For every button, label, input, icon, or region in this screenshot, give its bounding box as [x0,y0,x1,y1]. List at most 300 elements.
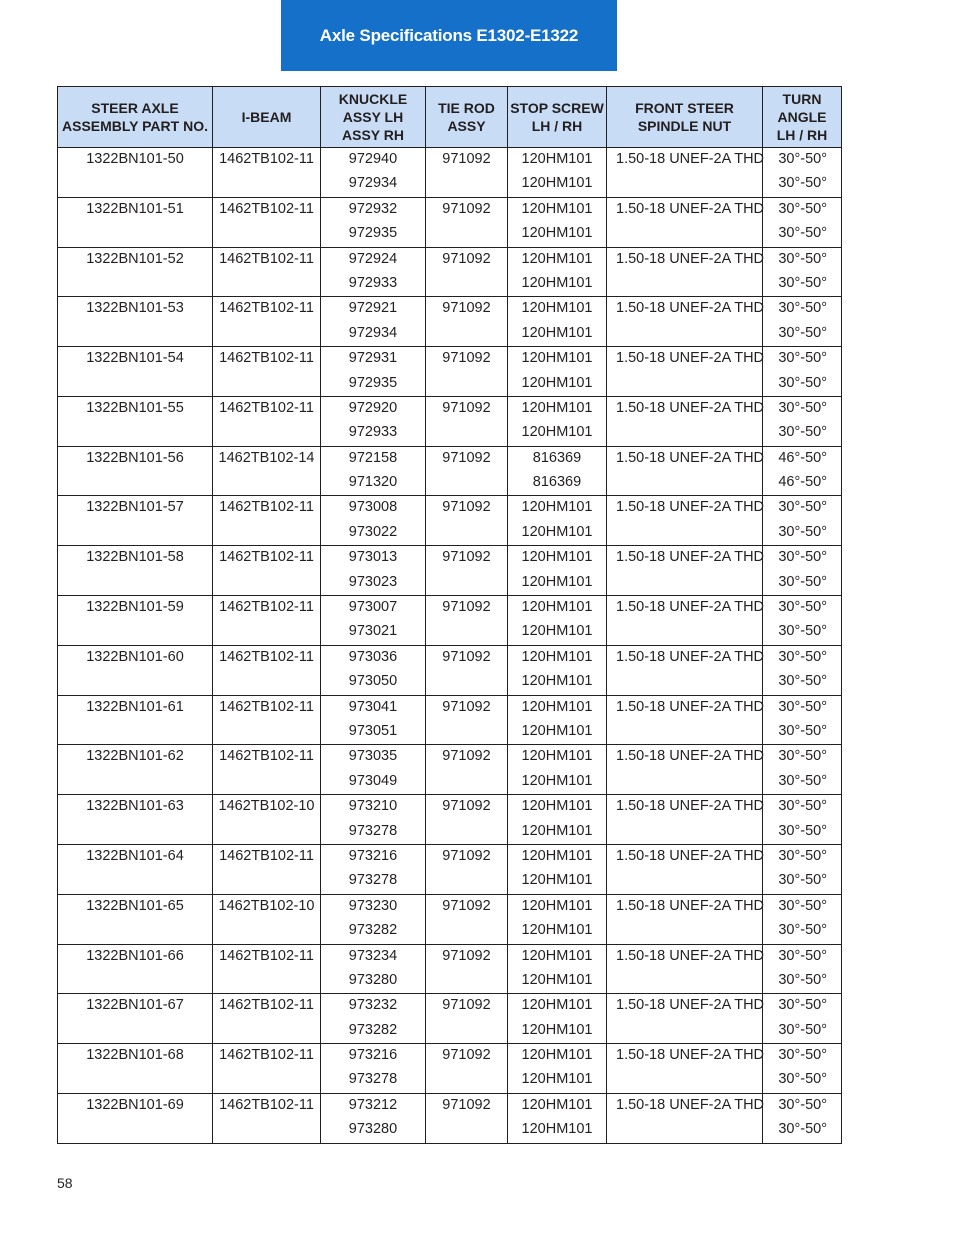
empty-cell [607,1118,763,1143]
part-number-cell: 1322BN101-50 [58,148,213,173]
spindle-nut-cell: 1.50-18 UNEF-2A THD [607,546,763,571]
turn-angle-lh-cell: 30°-50° [763,197,842,222]
tie-rod-cell: 971092 [426,894,508,919]
table-row-continuation [58,969,842,994]
i-beam-cell: 1462TB102-10 [213,894,321,919]
table-row [58,1044,842,1069]
stop-screw-rh-cell: 120HM101 [508,272,607,297]
empty-cell [58,322,213,347]
turn-angle-rh-cell: 30°-50° [763,372,842,397]
i-beam-cell: 1462TB102-11 [213,148,321,173]
turn-angle-lh-cell: 30°-50° [763,247,842,272]
turn-angle-lh-cell: 30°-50° [763,1093,842,1118]
table-row [58,844,842,869]
stop-screw-rh-cell: 120HM101 [508,372,607,397]
turn-angle-lh-cell: 30°-50° [763,148,842,173]
empty-cell [213,820,321,845]
table-row [58,396,842,421]
table-row [58,645,842,670]
part-number-cell: 1322BN101-68 [58,1044,213,1069]
table-row-continuation [58,521,842,546]
i-beam-cell: 1462TB102-11 [213,844,321,869]
knuckle-rh-cell: 973049 [321,770,426,795]
empty-cell [213,471,321,496]
knuckle-lh-cell: 973041 [321,695,426,720]
empty-cell [58,372,213,397]
spindle-nut-cell: 1.50-18 UNEF-2A THD [607,446,763,471]
stop-screw-rh-cell: 120HM101 [508,421,607,446]
empty-cell [607,222,763,247]
empty-cell [58,869,213,894]
turn-angle-rh-cell: 30°-50° [763,521,842,546]
table-row-continuation [58,372,842,397]
empty-cell [58,571,213,596]
i-beam-cell: 1462TB102-10 [213,795,321,820]
empty-cell [213,770,321,795]
knuckle-rh-cell: 973022 [321,521,426,546]
i-beam-cell: 1462TB102-11 [213,247,321,272]
header-steer-axle-part-no: STEER AXLE ASSEMBLY PART NO. [58,87,213,148]
turn-angle-lh-cell: 30°-50° [763,795,842,820]
tie-rod-cell: 971092 [426,148,508,173]
tie-rod-cell: 971092 [426,247,508,272]
stop-screw-rh-cell: 120HM101 [508,720,607,745]
stop-screw-lh-cell: 816369 [508,446,607,471]
empty-cell [607,720,763,745]
knuckle-rh-cell: 973280 [321,969,426,994]
empty-cell [426,620,508,645]
empty-cell [58,421,213,446]
empty-cell [58,1068,213,1093]
knuckle-rh-cell: 973050 [321,670,426,695]
knuckle-rh-cell: 973282 [321,919,426,944]
table-row [58,596,842,621]
spindle-nut-cell: 1.50-18 UNEF-2A THD [607,645,763,670]
table-row-continuation [58,471,842,496]
empty-cell [426,571,508,596]
part-number-cell: 1322BN101-60 [58,645,213,670]
empty-cell [58,471,213,496]
turn-angle-lh-cell: 30°-50° [763,944,842,969]
table-row [58,496,842,521]
stop-screw-rh-cell: 120HM101 [508,222,607,247]
spindle-nut-cell: 1.50-18 UNEF-2A THD [607,795,763,820]
turn-angle-rh-cell: 30°-50° [763,421,842,446]
stop-screw-rh-cell: 120HM101 [508,770,607,795]
spindle-nut-cell: 1.50-18 UNEF-2A THD [607,894,763,919]
table-row-continuation [58,1068,842,1093]
table-row-continuation [58,919,842,944]
stop-screw-rh-cell: 120HM101 [508,919,607,944]
empty-cell [58,172,213,197]
empty-cell [213,720,321,745]
empty-cell [58,1019,213,1044]
empty-cell [426,521,508,546]
part-number-cell: 1322BN101-52 [58,247,213,272]
empty-cell [607,322,763,347]
table-row [58,994,842,1019]
knuckle-rh-cell: 973280 [321,1118,426,1143]
knuckle-lh-cell: 973232 [321,994,426,1019]
spindle-nut-cell: 1.50-18 UNEF-2A THD [607,197,763,222]
empty-cell [213,421,321,446]
turn-angle-rh-cell: 30°-50° [763,571,842,596]
empty-cell [213,670,321,695]
knuckle-rh-cell: 972935 [321,372,426,397]
table-row-continuation [58,571,842,596]
empty-cell [426,1068,508,1093]
table-header-row [58,87,842,148]
turn-angle-rh-cell: 30°-50° [763,222,842,247]
table-row [58,944,842,969]
table-row-continuation [58,272,842,297]
empty-cell [213,322,321,347]
table-row [58,148,842,173]
empty-cell [426,770,508,795]
empty-cell [607,1068,763,1093]
tie-rod-cell: 971092 [426,396,508,421]
table-row-continuation [58,869,842,894]
stop-screw-lh-cell: 120HM101 [508,695,607,720]
empty-cell [213,969,321,994]
empty-cell [426,421,508,446]
empty-cell [58,720,213,745]
i-beam-cell: 1462TB102-11 [213,596,321,621]
part-number-cell: 1322BN101-56 [58,446,213,471]
stop-screw-lh-cell: 120HM101 [508,297,607,322]
table-row-continuation [58,720,842,745]
empty-cell [213,372,321,397]
spindle-nut-cell: 1.50-18 UNEF-2A THD [607,944,763,969]
turn-angle-lh-cell: 30°-50° [763,297,842,322]
tie-rod-cell: 971092 [426,1044,508,1069]
table-row [58,695,842,720]
empty-cell [213,620,321,645]
empty-cell [58,521,213,546]
empty-cell [426,969,508,994]
knuckle-rh-cell: 972935 [321,222,426,247]
empty-cell [426,1118,508,1143]
part-number-cell: 1322BN101-67 [58,994,213,1019]
stop-screw-lh-cell: 120HM101 [508,546,607,571]
i-beam-cell: 1462TB102-11 [213,496,321,521]
turn-angle-rh-cell: 30°-50° [763,1068,842,1093]
turn-angle-rh-cell: 30°-50° [763,620,842,645]
i-beam-cell: 1462TB102-11 [213,1044,321,1069]
tie-rod-cell: 971092 [426,446,508,471]
empty-cell [426,222,508,247]
tie-rod-cell: 971092 [426,496,508,521]
knuckle-lh-cell: 973008 [321,496,426,521]
empty-cell [607,1019,763,1044]
turn-angle-lh-cell: 30°-50° [763,396,842,421]
tie-rod-cell: 971092 [426,645,508,670]
empty-cell [58,272,213,297]
turn-angle-rh-cell: 30°-50° [763,820,842,845]
empty-cell [426,820,508,845]
i-beam-cell: 1462TB102-11 [213,197,321,222]
table-row-continuation [58,820,842,845]
empty-cell [213,869,321,894]
empty-cell [213,222,321,247]
table-row-continuation [58,670,842,695]
empty-cell [58,820,213,845]
turn-angle-lh-cell: 30°-50° [763,695,842,720]
stop-screw-rh-cell: 120HM101 [508,172,607,197]
knuckle-rh-cell: 973051 [321,720,426,745]
stop-screw-lh-cell: 120HM101 [508,347,607,372]
empty-cell [607,770,763,795]
stop-screw-lh-cell: 120HM101 [508,745,607,770]
turn-angle-lh-cell: 46°-50° [763,446,842,471]
stop-screw-lh-cell: 120HM101 [508,197,607,222]
stop-screw-rh-cell: 120HM101 [508,1068,607,1093]
empty-cell [607,571,763,596]
table-row [58,247,842,272]
turn-angle-rh-cell: 30°-50° [763,1118,842,1143]
empty-cell [607,670,763,695]
spindle-nut-cell: 1.50-18 UNEF-2A THD [607,844,763,869]
spindle-nut-cell: 1.50-18 UNEF-2A THD [607,396,763,421]
turn-angle-lh-cell: 30°-50° [763,596,842,621]
header-knuckle: KNUCKLE ASSY LH ASSY RH [321,87,426,148]
table-row [58,795,842,820]
i-beam-cell: 1462TB102-11 [213,994,321,1019]
tie-rod-cell: 971092 [426,546,508,571]
page-title: Axle Specifications E1302-E1322 [319,25,579,45]
empty-cell [607,421,763,446]
knuckle-rh-cell: 971320 [321,471,426,496]
part-number-cell: 1322BN101-65 [58,894,213,919]
stop-screw-lh-cell: 120HM101 [508,247,607,272]
empty-cell [607,521,763,546]
stop-screw-rh-cell: 120HM101 [508,869,607,894]
i-beam-cell: 1462TB102-11 [213,1093,321,1118]
spindle-nut-cell: 1.50-18 UNEF-2A THD [607,148,763,173]
empty-cell [426,322,508,347]
table-row [58,347,842,372]
empty-cell [213,172,321,197]
header-i-beam: I-BEAM [213,87,321,148]
knuckle-lh-cell: 973230 [321,894,426,919]
tie-rod-cell: 971092 [426,347,508,372]
tie-rod-cell: 971092 [426,695,508,720]
table-row-continuation [58,1118,842,1143]
stop-screw-rh-cell: 120HM101 [508,969,607,994]
turn-angle-lh-cell: 30°-50° [763,347,842,372]
knuckle-lh-cell: 973216 [321,844,426,869]
part-number-cell: 1322BN101-66 [58,944,213,969]
stop-screw-rh-cell: 120HM101 [508,620,607,645]
page-title-banner [281,0,617,71]
empty-cell [607,919,763,944]
stop-screw-rh-cell: 120HM101 [508,571,607,596]
empty-cell [607,471,763,496]
empty-cell [58,222,213,247]
turn-angle-rh-cell: 30°-50° [763,322,842,347]
tie-rod-cell: 971092 [426,994,508,1019]
knuckle-rh-cell: 973023 [321,571,426,596]
stop-screw-rh-cell: 120HM101 [508,1019,607,1044]
empty-cell [426,869,508,894]
table-row-continuation [58,620,842,645]
empty-cell [213,521,321,546]
turn-angle-lh-cell: 30°-50° [763,994,842,1019]
table-row [58,745,842,770]
empty-cell [426,372,508,397]
empty-cell [426,720,508,745]
spindle-nut-cell: 1.50-18 UNEF-2A THD [607,596,763,621]
part-number-cell: 1322BN101-61 [58,695,213,720]
empty-cell [58,770,213,795]
i-beam-cell: 1462TB102-14 [213,446,321,471]
table-row-continuation [58,770,842,795]
spindle-nut-cell: 1.50-18 UNEF-2A THD [607,1093,763,1118]
stop-screw-lh-cell: 120HM101 [508,894,607,919]
empty-cell [426,670,508,695]
turn-angle-lh-cell: 30°-50° [763,745,842,770]
stop-screw-rh-cell: 120HM101 [508,521,607,546]
knuckle-lh-cell: 973007 [321,596,426,621]
knuckle-rh-cell: 972934 [321,322,426,347]
page-number: 58 [57,1175,73,1191]
empty-cell [426,272,508,297]
knuckle-rh-cell: 972933 [321,272,426,297]
empty-cell [213,1019,321,1044]
knuckle-rh-cell: 972933 [321,421,426,446]
part-number-cell: 1322BN101-62 [58,745,213,770]
header-stop-screw: STOP SCREW LH / RH [508,87,607,148]
turn-angle-rh-cell: 30°-50° [763,172,842,197]
tie-rod-cell: 971092 [426,297,508,322]
empty-cell [607,172,763,197]
spindle-nut-cell: 1.50-18 UNEF-2A THD [607,297,763,322]
spindle-nut-cell: 1.50-18 UNEF-2A THD [607,247,763,272]
table-row [58,446,842,471]
turn-angle-lh-cell: 30°-50° [763,894,842,919]
table-row [58,1093,842,1118]
knuckle-lh-cell: 972920 [321,396,426,421]
stop-screw-rh-cell: 120HM101 [508,322,607,347]
turn-angle-rh-cell: 30°-50° [763,670,842,695]
part-number-cell: 1322BN101-57 [58,496,213,521]
stop-screw-lh-cell: 120HM101 [508,396,607,421]
empty-cell [213,571,321,596]
part-number-cell: 1322BN101-59 [58,596,213,621]
tie-rod-cell: 971092 [426,944,508,969]
knuckle-rh-cell: 972934 [321,172,426,197]
table-row-continuation [58,222,842,247]
stop-screw-lh-cell: 120HM101 [508,596,607,621]
knuckle-lh-cell: 973210 [321,795,426,820]
stop-screw-lh-cell: 120HM101 [508,994,607,1019]
tie-rod-cell: 971092 [426,844,508,869]
empty-cell [213,919,321,944]
i-beam-cell: 1462TB102-11 [213,944,321,969]
tie-rod-cell: 971092 [426,1093,508,1118]
i-beam-cell: 1462TB102-11 [213,546,321,571]
turn-angle-rh-cell: 30°-50° [763,272,842,297]
empty-cell [607,869,763,894]
table-row-continuation [58,421,842,446]
turn-angle-rh-cell: 30°-50° [763,770,842,795]
turn-angle-lh-cell: 30°-50° [763,844,842,869]
spindle-nut-cell: 1.50-18 UNEF-2A THD [607,347,763,372]
knuckle-lh-cell: 972931 [321,347,426,372]
knuckle-rh-cell: 973278 [321,869,426,894]
table-row [58,546,842,571]
turn-angle-lh-cell: 30°-50° [763,546,842,571]
empty-cell [58,620,213,645]
stop-screw-rh-cell: 120HM101 [508,1118,607,1143]
knuckle-lh-cell: 973234 [321,944,426,969]
turn-angle-rh-cell: 30°-50° [763,720,842,745]
empty-cell [426,172,508,197]
empty-cell [213,1118,321,1143]
table-body [58,148,842,1144]
header-turn-angle: TURN ANGLE LH / RH [763,87,842,148]
table-row-continuation [58,322,842,347]
knuckle-lh-cell: 973036 [321,645,426,670]
tie-rod-cell: 971092 [426,197,508,222]
header-spindle-nut: FRONT STEER SPINDLE NUT [607,87,763,148]
turn-angle-rh-cell: 30°-50° [763,1019,842,1044]
knuckle-lh-cell: 972940 [321,148,426,173]
part-number-cell: 1322BN101-63 [58,795,213,820]
empty-cell [58,919,213,944]
stop-screw-lh-cell: 120HM101 [508,1093,607,1118]
knuckle-lh-cell: 972932 [321,197,426,222]
knuckle-lh-cell: 972158 [321,446,426,471]
tie-rod-cell: 971092 [426,745,508,770]
turn-angle-rh-cell: 30°-50° [763,969,842,994]
part-number-cell: 1322BN101-69 [58,1093,213,1118]
knuckle-rh-cell: 973278 [321,1068,426,1093]
i-beam-cell: 1462TB102-11 [213,645,321,670]
turn-angle-lh-cell: 30°-50° [763,645,842,670]
table-row [58,894,842,919]
turn-angle-rh-cell: 30°-50° [763,919,842,944]
i-beam-cell: 1462TB102-11 [213,347,321,372]
spindle-nut-cell: 1.50-18 UNEF-2A THD [607,745,763,770]
stop-screw-lh-cell: 120HM101 [508,496,607,521]
empty-cell [607,272,763,297]
stop-screw-lh-cell: 120HM101 [508,1044,607,1069]
empty-cell [58,969,213,994]
empty-cell [58,1118,213,1143]
turn-angle-rh-cell: 46°-50° [763,471,842,496]
empty-cell [607,969,763,994]
table-row [58,297,842,322]
stop-screw-rh-cell: 120HM101 [508,820,607,845]
axle-spec-table [57,86,842,1144]
i-beam-cell: 1462TB102-11 [213,396,321,421]
i-beam-cell: 1462TB102-11 [213,745,321,770]
empty-cell [426,471,508,496]
part-number-cell: 1322BN101-58 [58,546,213,571]
empty-cell [607,820,763,845]
part-number-cell: 1322BN101-55 [58,396,213,421]
tie-rod-cell: 971092 [426,795,508,820]
stop-screw-rh-cell: 816369 [508,471,607,496]
table-row [58,197,842,222]
empty-cell [607,620,763,645]
knuckle-lh-cell: 973035 [321,745,426,770]
part-number-cell: 1322BN101-64 [58,844,213,869]
empty-cell [607,372,763,397]
empty-cell [426,919,508,944]
i-beam-cell: 1462TB102-11 [213,695,321,720]
